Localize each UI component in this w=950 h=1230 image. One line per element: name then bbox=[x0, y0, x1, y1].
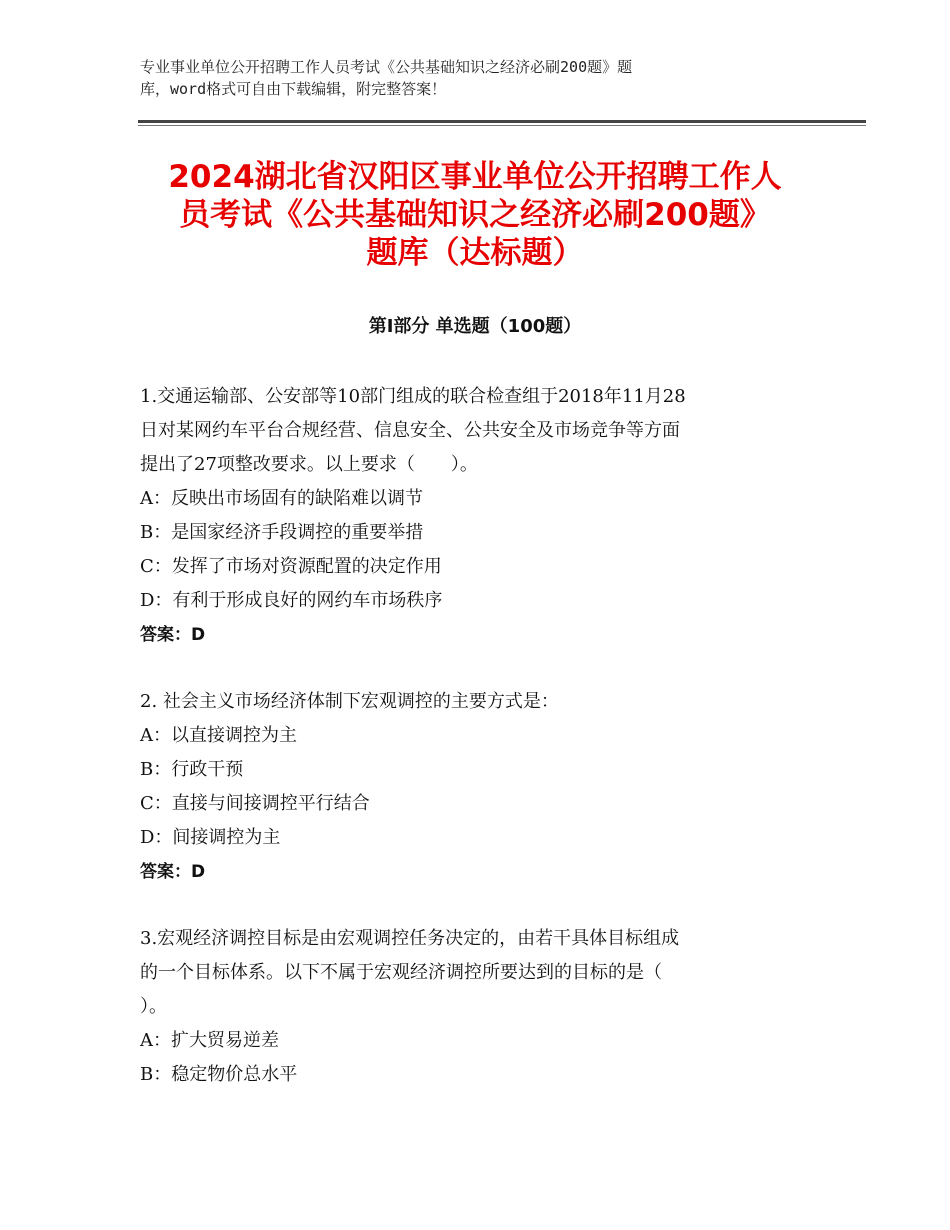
option-c: C：发挥了市场对资源配置的决定作用 bbox=[140, 556, 442, 577]
question-stem-line: 2. 社会主义市场经济体制下宏观调控的主要方式是： bbox=[140, 691, 559, 712]
option-a: A：以直接调控为主 bbox=[140, 725, 297, 746]
option-b: B：行政干预 bbox=[140, 759, 244, 780]
question-list bbox=[140, 380, 820, 1092]
header-note-line-1: 专业事业单位公开招聘工作人员考试《公共基础知识之经济必刷200题》题 bbox=[140, 58, 633, 76]
section-title: 第Ⅰ部分 单选题（100题） bbox=[368, 316, 582, 337]
answer: 答案：D bbox=[140, 625, 206, 645]
option-d: D：间接调控为主 bbox=[140, 827, 281, 848]
option-c: C：直接与间接调控平行结合 bbox=[140, 793, 370, 814]
option-d: D：有利于形成良好的网约车市场秩序 bbox=[140, 590, 443, 611]
option-a: A：反映出市场固有的缺陷难以调节 bbox=[140, 488, 423, 509]
header-rule-thin bbox=[138, 125, 866, 126]
option-b: B：稳定物价总水平 bbox=[140, 1064, 298, 1085]
question-stem-line: 日对某网约车平台合规经营、信息安全、公共安全及市场竞争等方面 bbox=[140, 420, 680, 441]
document-title-line-1: 2024湖北省汉阳区事业单位公开招聘工作人 bbox=[168, 159, 782, 195]
question-1 bbox=[140, 380, 820, 652]
question-stem-line: 3.宏观经济调控目标是由宏观调控任务决定的，由若干具体目标组成 bbox=[140, 928, 680, 949]
question-stem-line: 提出了27项整改要求。以上要求（ ）。 bbox=[140, 454, 478, 475]
header-note-line-2: 库，word格式可自由下载编辑，附完整答案！ bbox=[140, 80, 447, 98]
question-stem-line: ）。 bbox=[140, 996, 167, 1017]
document-title-line-2: 员考试《公共基础知识之经济必刷200题》 bbox=[179, 197, 771, 233]
question-2 bbox=[140, 685, 820, 889]
question-gap bbox=[140, 652, 820, 685]
header-note bbox=[140, 56, 780, 100]
answer: 答案：D bbox=[140, 862, 206, 882]
option-b: B：是国家经济手段调控的重要举措 bbox=[140, 522, 424, 543]
header-rule-thick bbox=[138, 120, 866, 123]
option-a: A：扩大贸易逆差 bbox=[140, 1030, 279, 1051]
question-stem-line: 1.交通运输部、公安部等10部门组成的联合检查组于2018年11月28 bbox=[140, 386, 686, 407]
question-gap bbox=[140, 889, 820, 922]
question-3 bbox=[140, 922, 820, 1092]
question-stem-line: 的一个目标体系。以下不属于宏观经济调控所要达到的目标的是（ bbox=[140, 962, 662, 983]
document-title-line-3: 题库（达标题） bbox=[366, 235, 584, 271]
document-title bbox=[110, 158, 840, 272]
